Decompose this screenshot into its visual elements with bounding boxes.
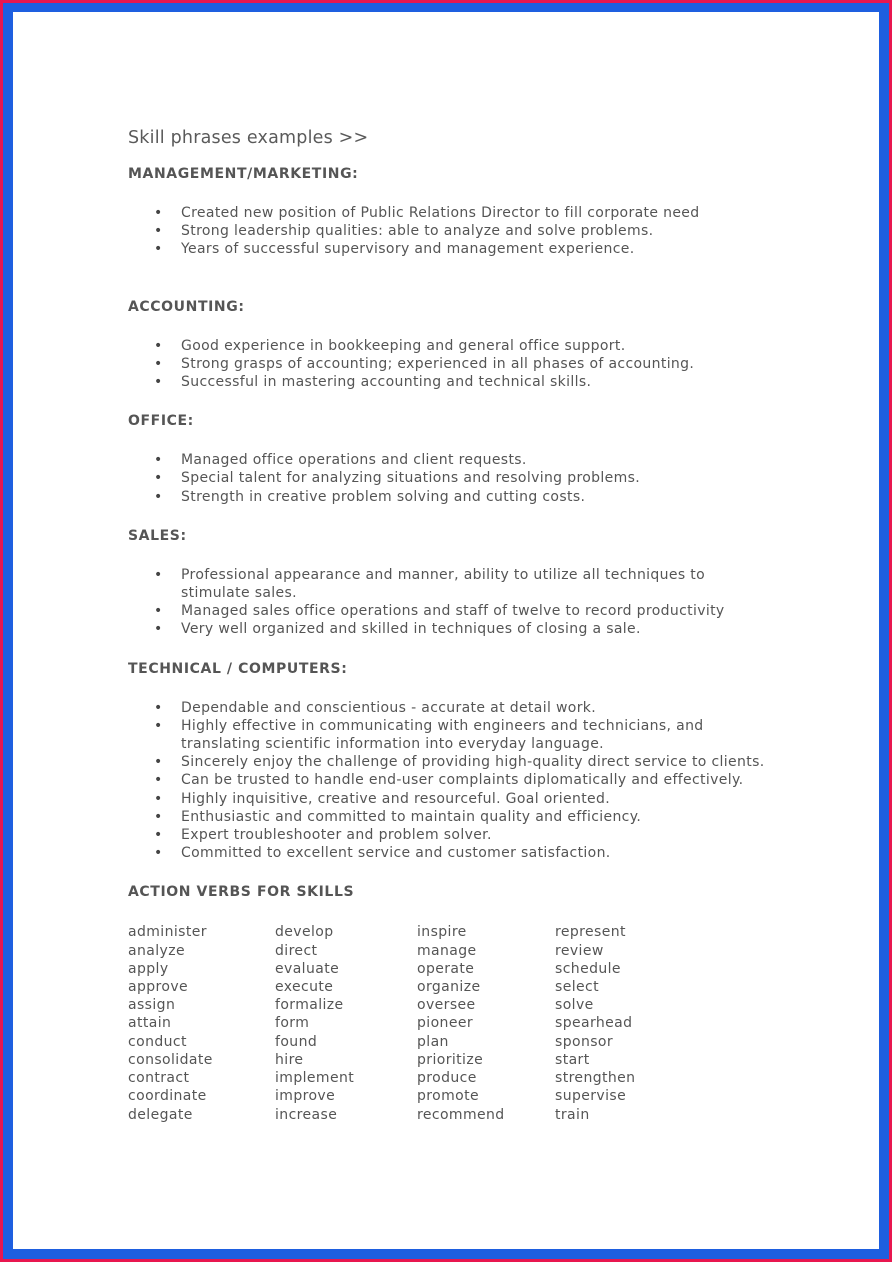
verb: assign xyxy=(128,997,176,1014)
list-item: • Special talent for analyzing situations and resolving problems. xyxy=(154,470,641,487)
verb: train xyxy=(555,1106,590,1123)
list-item: • Successful in mastering accounting and technical skills. xyxy=(154,374,592,391)
list-item: • Very well organized and skilled in techniques of closing a sale. xyxy=(154,621,641,638)
bullet-icon: • xyxy=(154,754,163,771)
verb: manage xyxy=(417,942,477,959)
verb: approve xyxy=(128,979,189,996)
bullet-icon: • xyxy=(154,374,163,391)
list-item: • Professional appearance and manner, ability to utilize all techniques to stimulate sales. xyxy=(154,566,706,602)
section-heading: ACTION VERBS FOR SKILLS xyxy=(128,884,355,901)
verb: schedule xyxy=(555,960,621,977)
verb: select xyxy=(555,979,599,996)
verb: contract xyxy=(128,1070,190,1087)
bullet-icon: • xyxy=(154,337,163,354)
list-item: • Strength in creative problem solving and cutting costs. xyxy=(154,488,586,505)
list-item: • Expert troubleshooter and problem solver. xyxy=(154,827,492,844)
list-item: • Strong grasps of accounting; experienced in all phases of accounting. xyxy=(154,355,695,372)
bullet-icon: • xyxy=(154,772,163,789)
verb: administer xyxy=(128,924,207,941)
verb: pioneer xyxy=(417,1015,473,1032)
bullet-icon: • xyxy=(154,845,163,862)
bullet-list xyxy=(128,337,778,392)
list-item: • Strong leadership qualities: able to analyze and solve problems. xyxy=(154,223,654,240)
bullet-icon: • xyxy=(154,488,163,505)
verb: sponsor xyxy=(555,1033,614,1050)
bullet-list xyxy=(128,566,778,639)
bullet-icon: • xyxy=(154,603,163,620)
verb: spearhead xyxy=(555,1015,633,1032)
document-content xyxy=(128,128,778,1124)
bullet-icon: • xyxy=(154,808,163,825)
list-item: • Created new position of Public Relations Director to fill corporate need xyxy=(154,205,700,221)
list-item: • Enthusiastic and committed to maintain quality and efficiency. xyxy=(154,808,642,825)
verb: apply xyxy=(128,960,169,977)
verb: analyze xyxy=(128,942,185,959)
list-item: • Highly inquisitive, creative and resourceful. Goal oriented. xyxy=(154,790,611,807)
bullet-icon: • xyxy=(154,699,163,716)
verb: conduct xyxy=(128,1033,187,1050)
section-sales xyxy=(128,527,778,639)
section-heading: SALES: xyxy=(128,527,187,544)
list-item: • Good experience in bookkeeping and general office support. xyxy=(154,337,626,354)
bullet-icon: • xyxy=(154,223,163,240)
bullet-icon: • xyxy=(154,452,163,469)
section-heading: OFFICE: xyxy=(128,413,194,430)
list-item: • Dependable and conscientious - accurate at detail work. xyxy=(154,699,597,716)
verb: improve xyxy=(275,1088,336,1105)
verb: delegate xyxy=(128,1106,193,1123)
verb: oversee xyxy=(417,997,476,1014)
list-item: • Managed sales office operations and staff of twelve to record productivity xyxy=(154,603,725,620)
section-heading: ACCOUNTING: xyxy=(128,298,245,315)
verb: form xyxy=(275,1015,310,1032)
verb-grid xyxy=(128,923,778,1123)
document-title: Skill phrases examples >> xyxy=(128,128,369,148)
section-management-marketing xyxy=(128,165,778,259)
list-item: • Managed office operations and client requests. xyxy=(154,452,527,469)
verb: attain xyxy=(128,1015,172,1032)
verb: organize xyxy=(417,979,481,996)
list-item: • Committed to excellent service and customer satisfaction. xyxy=(154,845,611,862)
bullet-icon: • xyxy=(154,790,163,807)
bullet-icon: • xyxy=(154,470,163,487)
verb-column xyxy=(275,923,417,1123)
verb: review xyxy=(555,942,604,959)
verb: operate xyxy=(417,960,475,977)
verb: found xyxy=(275,1033,318,1050)
section-accounting xyxy=(128,298,778,392)
list-item: • Years of successful supervisory and management experience. xyxy=(154,241,635,258)
verb-column xyxy=(128,923,275,1123)
verb: evaluate xyxy=(275,960,340,977)
section-heading: TECHNICAL / COMPUTERS: xyxy=(128,660,348,677)
document-page xyxy=(13,12,879,1249)
verb: solve xyxy=(555,997,594,1014)
verb: direct xyxy=(275,942,318,959)
bullet-icon: • xyxy=(154,717,163,734)
verb: formalize xyxy=(275,997,344,1014)
bullet-icon: • xyxy=(154,241,163,258)
bullet-icon: • xyxy=(154,205,163,221)
verb: supervise xyxy=(555,1088,627,1105)
list-item: • Can be trusted to handle end-user complaints diplomatically and effectively. xyxy=(154,772,744,789)
verb: strengthen xyxy=(555,1070,636,1087)
bullet-list xyxy=(128,699,778,863)
verb: inspire xyxy=(417,924,467,941)
verb: develop xyxy=(275,924,334,941)
list-item: • Highly effective in communicating with engineers and technicians, and translating scientific information into everyday language. xyxy=(154,717,704,753)
section-heading: MANAGEMENT/MARKETING: xyxy=(128,166,359,182)
verb: recommend xyxy=(417,1106,505,1123)
bullet-list xyxy=(128,451,778,506)
bullet-icon: • xyxy=(154,355,163,372)
section-action-verbs xyxy=(128,883,778,1123)
verb: promote xyxy=(417,1088,480,1105)
bullet-icon: • xyxy=(154,621,163,638)
section-technical-computers xyxy=(128,660,778,863)
bullet-icon: • xyxy=(154,827,163,844)
verb: start xyxy=(555,1051,590,1068)
verb: coordinate xyxy=(128,1088,207,1105)
verb: hire xyxy=(275,1051,304,1068)
section-office xyxy=(128,412,778,506)
verb: execute xyxy=(275,979,334,996)
verb: represent xyxy=(555,924,626,941)
verb-column xyxy=(555,923,695,1123)
verb: plan xyxy=(417,1033,449,1050)
verb: increase xyxy=(275,1106,338,1123)
verb-column xyxy=(417,923,555,1123)
verb: consolidate xyxy=(128,1051,213,1068)
verb: produce xyxy=(417,1070,477,1087)
bullet-list xyxy=(128,204,778,259)
verb: implement xyxy=(275,1070,355,1087)
list-item: • Sincerely enjoy the challenge of providing high-quality direct service to clients. xyxy=(154,754,765,771)
verb: prioritize xyxy=(417,1051,484,1068)
bullet-icon: • xyxy=(154,566,163,583)
